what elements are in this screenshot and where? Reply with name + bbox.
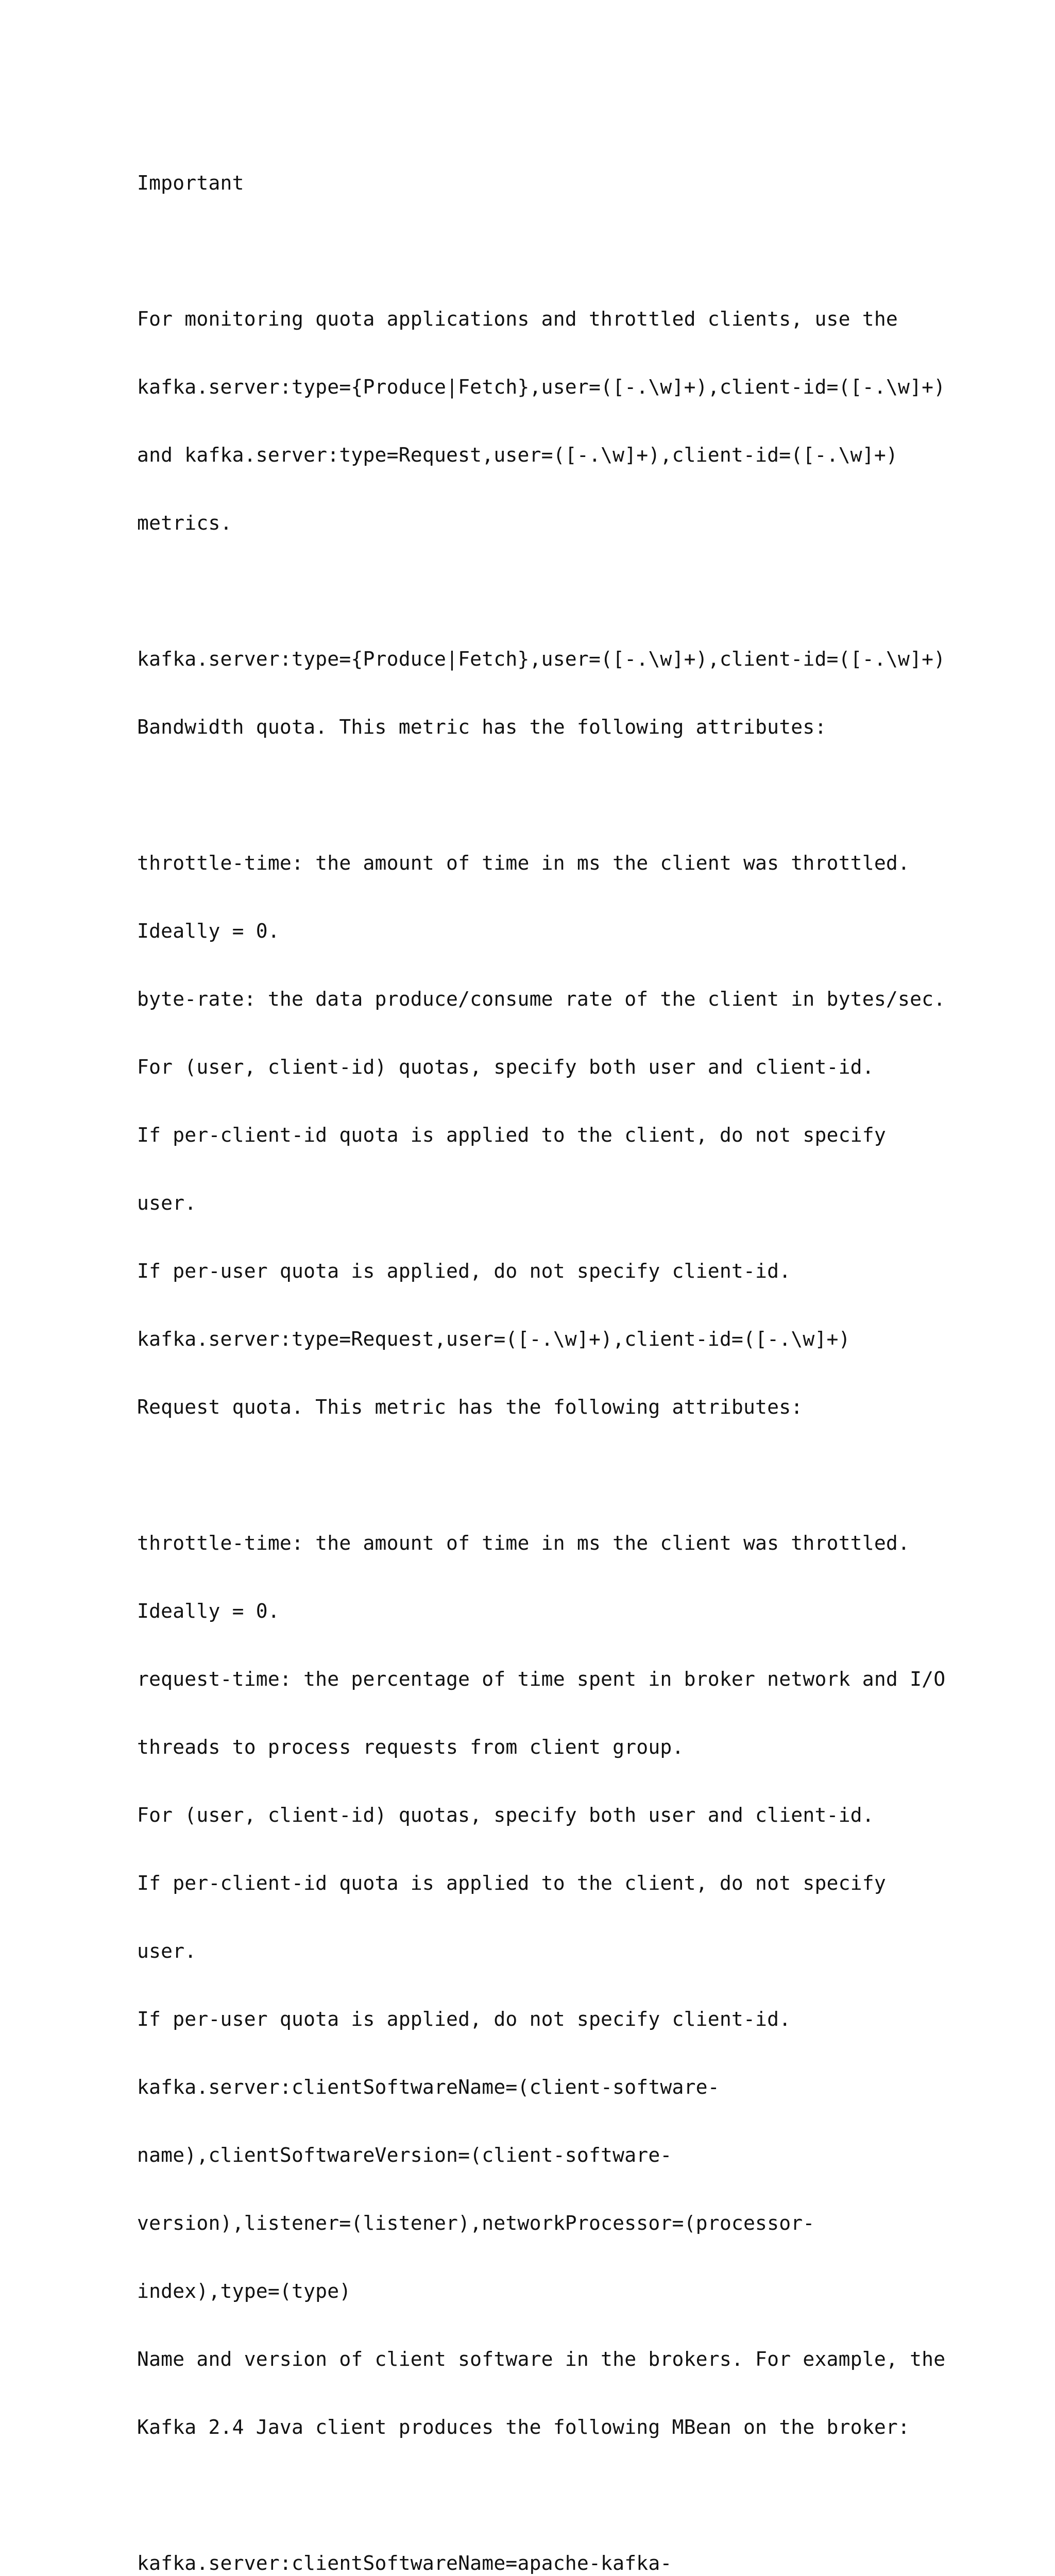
- metric-name: kafka.server:type=Request,user=([-.\w]+),client-id=([-.\w]+): [137, 1328, 850, 1350]
- metric-name: version),listener=(listener),networkProcessor=(processor-: [137, 2212, 815, 2234]
- blank-line: [137, 240, 961, 262]
- metric-name: kafka.server:clientSoftwareName=(client-software-: [137, 2076, 720, 2098]
- text-line: byte-rate: the data produce/consume rate of the client in bytes/sec.: [137, 988, 946, 1010]
- text-line: throttle-time: the amount of time in ms the client was throttled.: [137, 852, 910, 874]
- text-line: If per-client-id quota is applied to the client, do not specify: [137, 1872, 886, 1894]
- text-line: metrics.: [137, 512, 232, 534]
- blank-line: [137, 784, 961, 806]
- blank-line: [137, 1464, 961, 1486]
- text-line: For monitoring quota applications and throttled clients, use the: [137, 308, 898, 330]
- document-text: [137, 126, 961, 2576]
- metric-description: Name and version of client software in the brokers. For example, the: [137, 2348, 946, 2370]
- heading-important: Important: [137, 172, 244, 194]
- metric-name: index),type=(type): [137, 2280, 351, 2302]
- metric-description: Kafka 2.4 Java client produces the following MBean on the broker:: [137, 2416, 910, 2438]
- metric-description: Bandwidth quota. This metric has the following attributes:: [137, 716, 827, 738]
- blank-line: [137, 580, 961, 602]
- text-line: threads to process requests from client group.: [137, 1736, 684, 1758]
- text-line: If per-client-id quota is applied to the client, do not specify: [137, 1124, 886, 1146]
- metric-name: name),clientSoftwareVersion=(client-software-: [137, 2144, 672, 2166]
- example-mbean: kafka.server:clientSoftwareName=apache-kafka-: [137, 2552, 672, 2574]
- metric-name: kafka.server:type={Produce|Fetch},user=([-.\w]+),client-id=([-.\w]+): [137, 648, 946, 670]
- text-line: user.: [137, 1192, 197, 1214]
- text-line: and kafka.server:type=Request,user=([-.\w]+),client-id=([-.\w]+): [137, 444, 898, 466]
- text-line: Ideally = 0.: [137, 920, 280, 942]
- text-line: throttle-time: the amount of time in ms the client was throttled.: [137, 1532, 910, 1554]
- text-line: Ideally = 0.: [137, 1600, 280, 1622]
- metric-description: Request quota. This metric has the following attributes:: [137, 1396, 803, 1418]
- text-line: user.: [137, 1940, 197, 1962]
- text-line: If per-user quota is applied, do not specify client-id.: [137, 1260, 791, 1282]
- text-line: request-time: the percentage of time spent in broker network and I/O: [137, 1668, 946, 1690]
- text-line: For (user, client-id) quotas, specify both user and client-id.: [137, 1056, 874, 1078]
- blank-line: [137, 2484, 961, 2506]
- text-line: If per-user quota is applied, do not specify client-id.: [137, 2008, 791, 2030]
- text-line: kafka.server:type={Produce|Fetch},user=([-.\w]+),client-id=([-.\w]+): [137, 376, 946, 398]
- text-line: For (user, client-id) quotas, specify both user and client-id.: [137, 1804, 874, 1826]
